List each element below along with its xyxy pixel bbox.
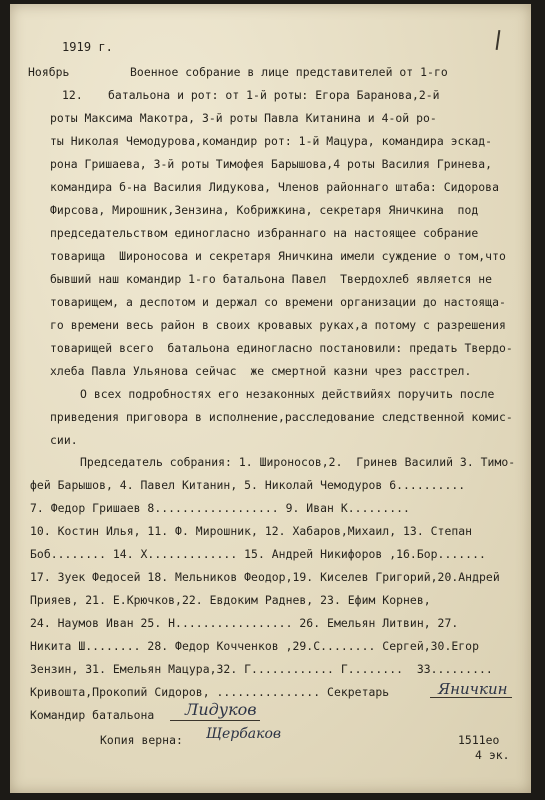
body-line: рона Гришаева, 3-й роты Тимофея Барышова,4 роты Василия Гринева, [50,157,493,171]
body-line: батальона и рот: от 1-й роты: Егора Баранова,2-й [108,88,440,102]
body-line: Фирсова, Мирошник,Зензина, Кобрижкина, секретаря Яничкина под [50,203,479,217]
body-line: командира б-на Василия Лидукова, Членов районнаго штаба: Сидорова [50,180,500,194]
body-line: О всех подробностях его незаконных действийях поручить после [80,387,495,401]
body-line: бывший наш командир 1-го батальона Павел Твердохлеб является не [50,272,493,286]
body-line: товарищем, а деспотом и держал со времени организации до настояща- [50,295,506,309]
body-line: приведения приговора в исполнение,расследование следственной комис- [50,410,513,424]
signatories-line: Прияев, 21. Е.Крючков,22. Евдоким Раднев, 23. Ефим Корнев, [30,593,431,607]
body-line: Военное собрание в лице представителей от 1-го [130,65,448,79]
body-line: роты Максима Макотра, 3-й роты Павла Китанина и 4-ой ро- [50,111,437,125]
day-label: 12. [62,88,83,102]
signatories-line: Кривошта,Прокопий Сидоров, ............... Секретарь [30,685,390,699]
document-sheet [10,4,531,793]
signatories-line: фей Барышов, 4. Павел Китанин, 5. Николай Чемодуров 6.......... [30,478,466,492]
body-line: председательством единогласно избраннаго на настоящее собрание [50,226,479,240]
body-line: товарищей всего батальона единогласно постановили: предать Твердо- [50,341,513,355]
body-line: хлеба Павла Ульянова сейчас же смертной казни чрез расстрел. [50,364,472,378]
pencil-mark [496,30,501,50]
commander-line: Командир батальона [30,708,155,722]
copy-certified-label: Копия верна: [100,733,183,747]
signatories-line: 10. Костин Илья, 11. Ф. Мирошник, 12. Хабаров,Михаил, 13. Степан [30,524,473,538]
signatories-line: 17. Зуек Федосей 18. Мельников Феодор,19. Киселев Григорий,20.Андрей [30,570,500,584]
month-label: Ноябрь [28,65,70,79]
document-number: 1511ео [458,733,500,747]
secretary-signature: Яничкин [438,680,508,698]
year-label: 1919 г. [62,40,113,54]
body-line: товарища Широносова и секретаря Яничкина имели суждение о том,что [50,249,506,263]
signature-underline [430,697,512,698]
commander-signature: Лидуков [185,700,257,719]
body-line: сии. [50,433,78,447]
signatories-line: Зензин, 31. Емельян Мацура,32. Г............ Г........ 33......... [30,662,493,676]
signatories-line: 7. Федор Гришаев 8.................. 9. Иван К......... [30,501,410,515]
body-line: ты Николая Чемодурова,командир рот: 1-й Мацура, командира эскад- [50,134,493,148]
signatories-line: Председатель собрания: 1. Широносов,2. Гринев Василий 3. Тимо- [80,455,516,469]
signatories-line: Боб........ 14. Х............. 15. Андрей Никифоров ,16.Бор....... [30,547,486,561]
copies-count: 4 эк. [475,748,510,762]
signature-underline [170,720,260,721]
copy-signature: Щербаков [206,726,282,742]
signatories-line: Никита Ш........ 28. Федор Кочченков ,29.С........ Сергей,30.Егор [30,639,480,653]
signatories-line: 24. Наумов Иван 25. Н................. 26. Емельян Литвин, 27. [30,616,459,630]
body-line: го времени весь район в своих кровавых руках,а потому с разрешения [50,318,506,332]
